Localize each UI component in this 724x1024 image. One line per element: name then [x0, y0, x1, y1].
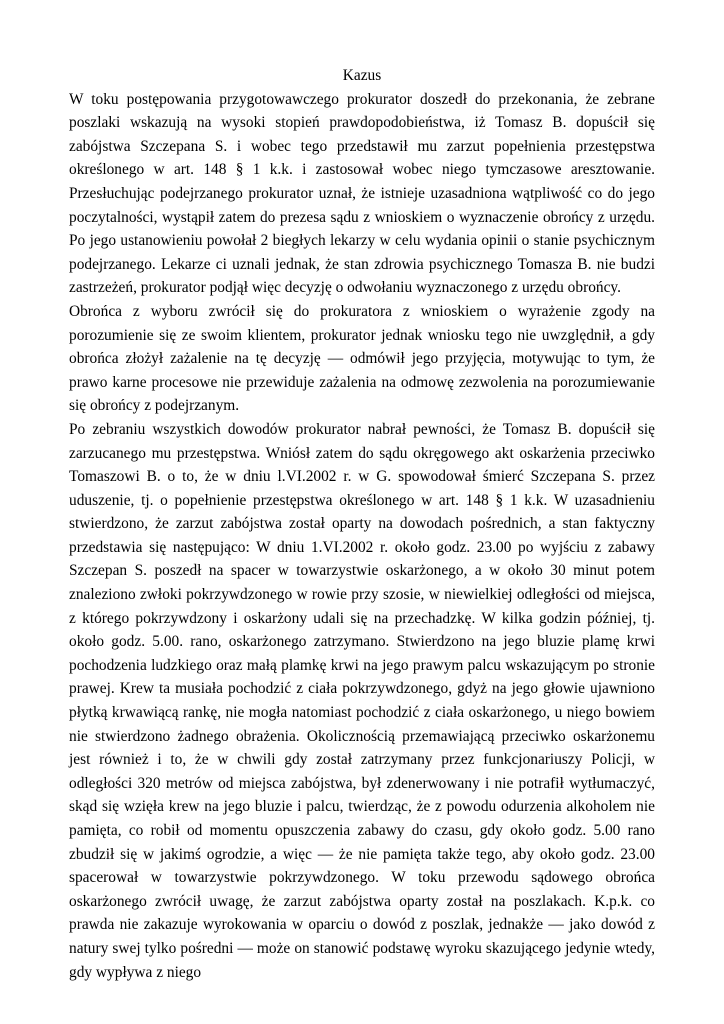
document-page: [69, 64, 655, 984]
document-title: Kazus: [342, 67, 382, 84]
paragraph-2: Obrońca z wyboru zwrócił się do prokuratora z wnioskiem o wyrażenie zgody na porozumienie się ze swoim klientem, prokurator jednak wniosku tego nie uwzględnił, a gdy obrońca złożył zażalenie na tę decyzję — odmówił jego przyjęcia, motywując to tym, że prawo karne procesowe nie przewiduje zażalenia na odmowę zezwolenia na porozumiewanie się obrońcy z podejrzanym.: [69, 302, 655, 415]
paragraph-3: Po zebraniu wszystkich dowodów prokurator nabrał pewności, że Tomasz B. dopuścił się zarzucanego mu przestępstwa. Wniósł zatem do sądu okręgowego akt oskarżenia przeciwko Tomaszowi B. o to, że w dniu l.VI.2002 r. w G. spowodował śmierć Szczepana S. przez uduszenie, tj. o popełnienie przestępstwa określonego w art. 148 § 1 k.k. W uzasadnieniu stwierdzono, że zarzut zabójstwa został oparty na dowodach pośrednich, a stan faktyczny przedstawia się następująco: W dniu 1.VI.2002 r. około godz. 23.00 po wyjściu z zabawy Szczepan S. poszedł na spacer w towarzystwie oskarżonego, a w około 30 minut potem znaleziono zwłoki pokrzywdzonego w rowie przy szosie, w niewielkiej odległości od miejsca, z którego pokrzywdzony i oskarżony udali się na przechadzkę. W kilka godzin później, tj. około godz. 5.00. rano, oskarżonego zatrzymano. Stwierdzono na jego bluzie plamę krwi pochodzenia ludzkiego oraz małą plamkę krwi na jego prawym palcu wskazującym po stronie prawej. Krew ta musiała pochodzić z ciała pokrzywdzonego, gdyż na jego głowie ujawniono płytką krwawiącą rankę, nie mogła natomiast pochodzić z ciała oskarżonego, u niego bowiem nie stwierdzono żadnego obrażenia. Okolicznością przemawiającą przeciwko oskarżonemu jest również i to, że w chwili gdy został zatrzymany przez funkcjonariuszy Policji, w odległości 320 metrów od miejsca zabójstwa, był zdenerwowany i nie potrafił wytłumaczyć, skąd się wzięła krew na jego bluzie i palcu, twierdząc, że z powodu odurzenia alkoholem nie pamięta, co robił od momentu opuszczenia zabawy do czasu, gdy około godz. 5.00 rano zbudził się w jakimś ogrodzie, a więc — że nie pamięta także tego, aby około godz. 23.00 spacerował w towarzystwie pokrzywdzonego. W toku przewodu sądowego obrońca oskarżonego zwrócił uwagę, że zarzut zabójstwa oparty został na poszlakach. K.p.k. co prawda nie zakazuje wyrokowania w oparciu o dowód z poszlak, jednakże — jako dowód z natury swej tylko pośredni — może on stanowić podstawę wyroku skazującego jedynie wtedy, gdy wypływa z niego: [69, 420, 655, 981]
paragraph-1: W toku postępowania przygotowawczego prokurator doszedł do przekonania, że zebrane poszlaki wskazują na wysoki stopień prawdopodobieństwa, iż Tomasz B. dopuścił się zabójstwa Szczepana S. i wobec tego przedstawił mu zarzut popełnienia przestępstwa określonego w art. 148 § 1 k.k. i zastosował wobec niego tymczasowe aresztowanie. Przesłuchując podejrzanego prokurator uznał, że istnieje uzasadniona wątpliwość co do jego poczytalności, wystąpił zatem do prezesa sądu z wnioskiem o wyznaczenie obrońcy z urzędu. Po jego ustanowieniu powołał 2 biegłych lekarzy w celu wydania opinii o stanie psychicznym podejrzanego. Lekarze ci uznali jednak, że stan zdrowia psychicznego Tomasza B. nie budzi zastrzeżeń, prokurator podjął więc decyzję o odwołaniu wyznaczonego z urzędu obrońcy.: [69, 90, 655, 297]
